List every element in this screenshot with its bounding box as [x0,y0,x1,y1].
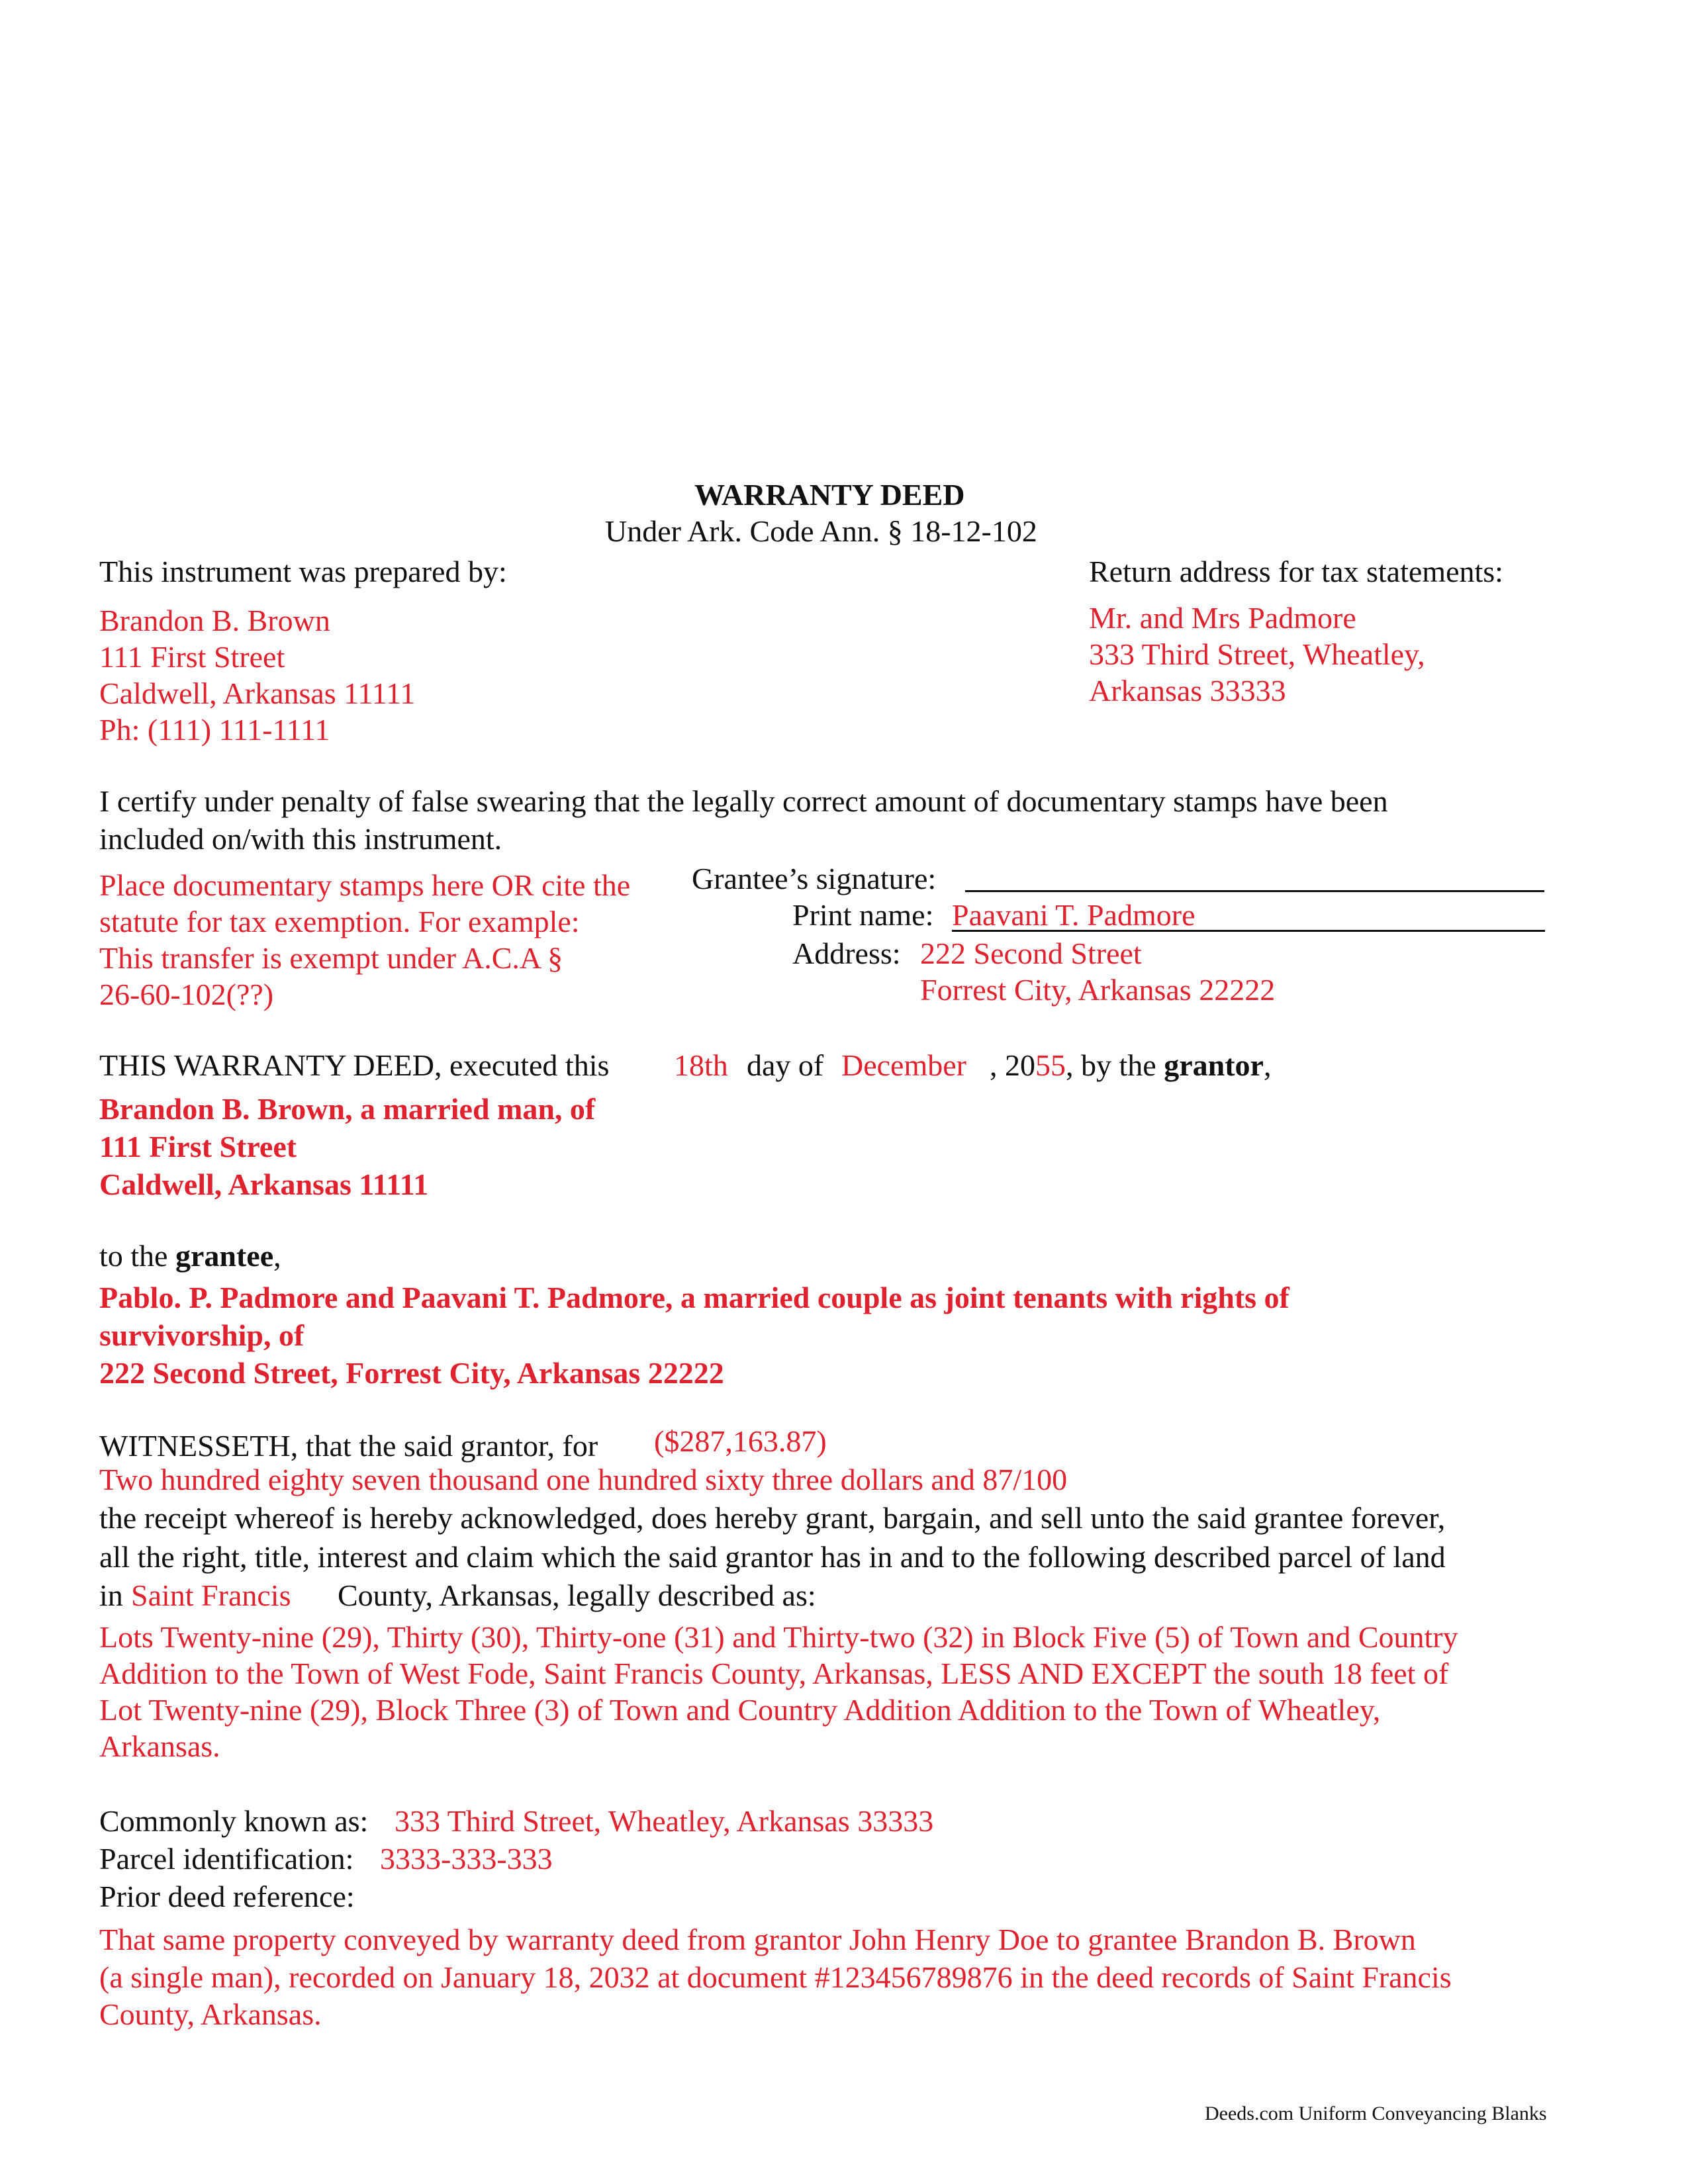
grantor-line-2: 111 First Street [99,1130,297,1163]
document-title: WARRANTY DEED [694,478,965,512]
grantor-line-3: Caldwell, Arkansas 11111 [99,1167,429,1201]
execution-by-the: , by the [1066,1048,1156,1082]
grantee-signature-address-2: Forrest City, Arkansas 22222 [920,973,1276,1007]
grantor-line-1: Brandon B. Brown, a married man, of [99,1092,596,1126]
execution-grantor-word: grantor [1164,1048,1264,1082]
prior-deed-label: Prior deed reference: [99,1880,355,1913]
return-address-street: 333 Third Street, Wheatley, [1089,637,1425,671]
stamps-note-line-4: 26-60-102(??) [99,978,274,1011]
footer-credit: Deeds.com Uniform Conveyancing Blanks [1205,2103,1547,2124]
statute-subtitle: Under Ark. Code Ann. § 18-12-102 [605,514,1037,548]
execution-day: 18th [674,1048,728,1082]
consideration-county-suffix: County, Arkansas, legally described as: [338,1578,816,1612]
consideration-amount-words: Two hundred eighty seven thousand one hundred sixty three dollars and 87/100 [99,1463,1068,1496]
grantee-line-1: Pablo. P. Padmore and Paavani T. Padmore, a married couple as joint tenants with rights of [99,1281,1289,1314]
legal-description-line-4: Arkansas. [99,1729,220,1763]
parcel-label: Parcel identification: [99,1842,354,1876]
legal-description-line-1: Lots Twenty-nine (29), Thirty (30), Thirty-one (31) and Thirty-two (32) in Block Five (5) of Town and Country [99,1620,1458,1654]
grantee-line-3: 222 Second Street, Forrest City, Arkansas 22222 [99,1356,724,1390]
consideration-body-2: all the right, title, interest and claim which the said grantor has in and to the following described parcel of land [99,1540,1446,1574]
preparer-label: This instrument was prepared by: [99,555,507,588]
grantee-intro-prefix: to the [99,1239,168,1273]
consideration-amount: ($287,163.87) [654,1424,827,1458]
consideration-body-1: the receipt whereof is hereby acknowledged, does hereby grant, bargain, and sell unto the said grantee forever, [99,1501,1446,1535]
prior-deed-line-3: County, Arkansas. [99,1997,322,2031]
prior-deed-line-2: (a single man), recorded on January 18, 2032 at document #123456789876 in the deed records of Saint Francis [99,1960,1452,1994]
execution-year-prefix: , 20 [990,1048,1035,1082]
execution-end: , [1263,1048,1272,1082]
grantee-intro-word: grantee [175,1239,274,1273]
legal-description-line-2: Addition to the Town of West Fode, Saint Francis County, Arkansas, LESS AND EXCEPT the south 18 feet of [99,1657,1449,1690]
prior-deed-line-1: That same property conveyed by warranty deed from grantor John Henry Doe to grantee Brandon B. Brown [99,1923,1416,1956]
certification-line-2: included on/with this instrument. [99,822,502,856]
execution-month: December [841,1048,966,1082]
preparer-name: Brandon B. Brown [99,604,330,637]
certification-line-1: I certify under penalty of false swearing that the legally correct amount of documentary stamps have been [99,784,1388,818]
legal-description-line-3: Lot Twenty-nine (29), Block Three (3) of Town and Country Addition Addition to the Town of Wheatley, [99,1693,1381,1727]
execution-year-suffix: 55 [1035,1048,1066,1082]
print-name-line [952,930,1545,932]
print-name-label: Print name: [792,898,934,932]
print-name-value: Paavani T. Padmore [952,898,1196,932]
return-address-label: Return address for tax statements: [1089,555,1503,588]
execution-prefix: THIS WARRANTY DEED, executed this [99,1048,610,1082]
execution-year-line [990,1047,1271,1084]
preparer-street: 111 First Street [99,640,285,674]
stamps-note-line-2: statute for tax exemption. For example: [99,905,580,938]
address-label: Address: [792,936,901,970]
preparer-city: Caldwell, Arkansas 11111 [99,676,416,710]
grantee-intro-end: , [273,1239,281,1273]
stamps-note-line-1: Place documentary stamps here OR cite the [99,868,631,902]
grantee-signature-label: Grantee’s signature: [692,862,937,895]
signature-line [965,890,1544,892]
execution-day-of: day of [747,1048,824,1082]
known-as-value: 333 Third Street, Wheatley, Arkansas 33333 [395,1804,934,1838]
return-address-name: Mr. and Mrs Padmore [1089,601,1356,635]
preparer-phone: Ph: (111) 111-1111 [99,713,330,747]
grantee-line-2: survivorship, of [99,1318,305,1352]
grantee-signature-address-1: 222 Second Street [920,936,1142,970]
consideration-prefix: WITNESSETH, that the said grantor, for [99,1429,598,1463]
consideration-county-prefix: in [99,1578,123,1612]
stamps-note-line-3: This transfer is exempt under A.C.A § [99,941,563,975]
consideration-county: Saint Francis [131,1578,291,1612]
return-address-state: Arkansas 33333 [1089,674,1286,707]
known-as-label: Commonly known as: [99,1804,369,1838]
parcel-value: 3333-333-333 [380,1842,553,1876]
grantee-intro [99,1238,281,1275]
